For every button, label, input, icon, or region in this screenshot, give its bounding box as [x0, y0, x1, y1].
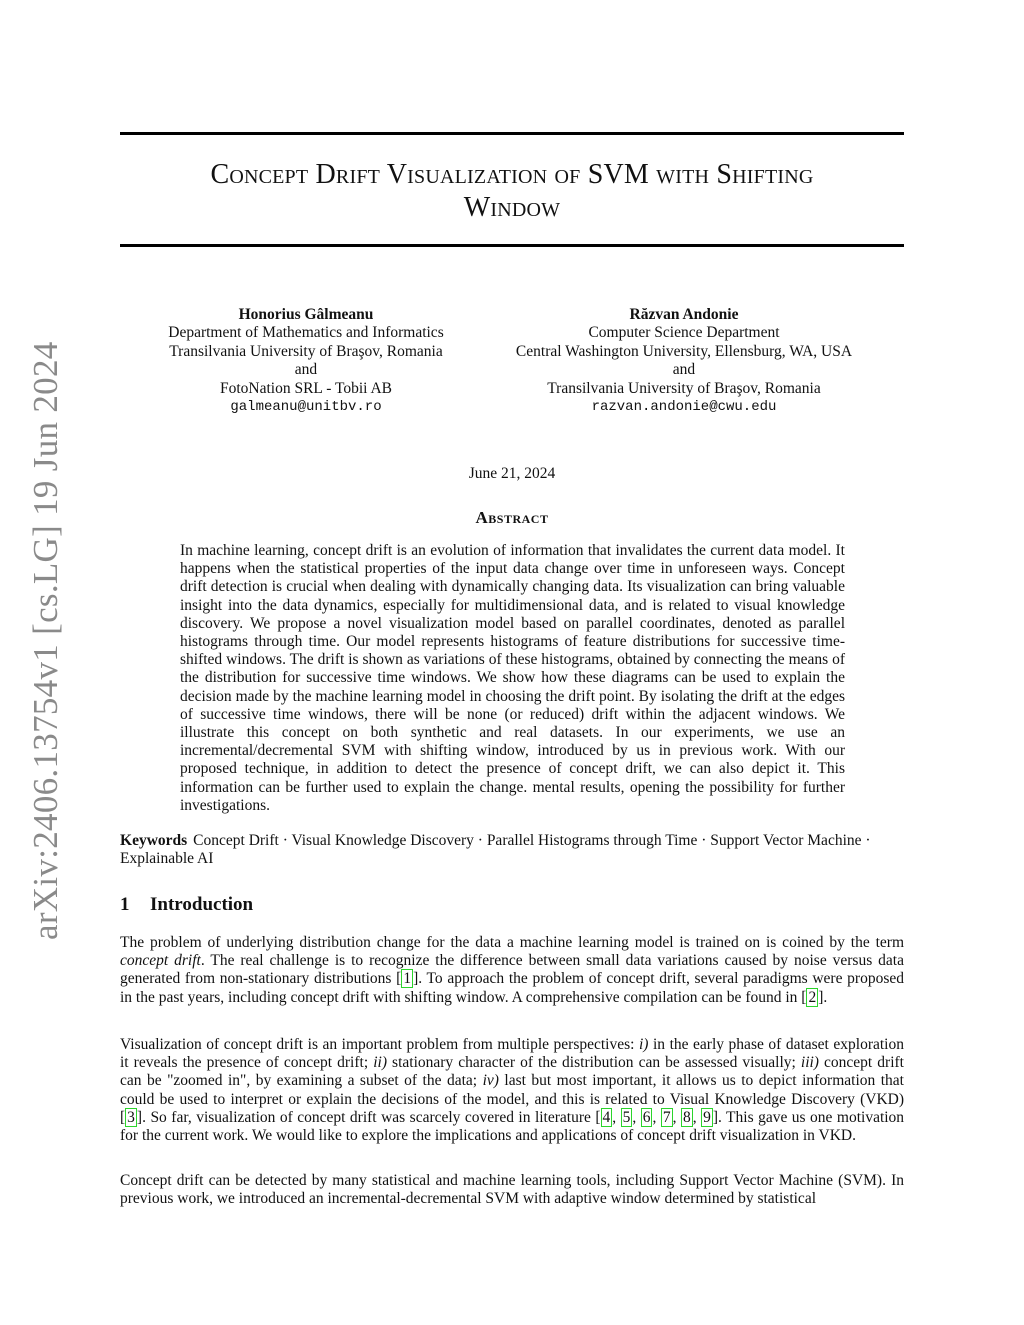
text-run: in the early phase of dataset exploration it reveals the presence of concept drift;	[120, 1036, 904, 1072]
intro-paragraph-2: Visualization of concept drift is an important problem from multiple perspectives: i) in the early phase of dataset exploration it reveals the presence of concept drift; ii) stationary character of the distribution can be assessed visually; iii) concept drift can be "zoomed in", by examining a subset of the data; iv) last but most important, it allows us to depict information that could be used to interpret or explain the decisions of the model, and this is related to Visual Knowledge Discovery (VKD) [ 3 ]. So far, visualization of concept drift was scarcely covered in literature [ 4 , 5 , 6 , 7 , 8 , 9 ]. This gave us one motivation for the current work. We would like to explore the implications and applications of concept drift visualization in VKD.	[120, 1036, 905, 1145]
text-run: ]. This gave us one motivation for the current work. We would like to explore the implications and applications of concept drift visualization in VKD.	[120, 1108, 905, 1145]
citation-link[interactable]: 4	[602, 1108, 611, 1126]
text-run: concept drift can be "zoomed in", by examining a subset of the data;	[120, 1054, 904, 1090]
author-affiliation-line: and	[672, 361, 696, 379]
arxiv-identifier: arXiv:2406.13754v1 [cs.LG] 19 Jun 2024	[26, 341, 65, 940]
author-block-1	[140, 306, 472, 416]
section-heading	[120, 894, 253, 916]
keywords-label	[120, 832, 187, 849]
text-run: . The real challenge is to recognize the difference between small data variations caused by noise versus data generated from non-stationary distributions	[120, 952, 904, 988]
emphasis-text: iv)	[482, 1072, 499, 1090]
intro-paragraph-1: The problem of underlying distribution change for the data a machine learning model is trained on is coined by the term concept drift. The real challenge is to recognize the difference between small data variations caused by noise versus data generated from non-stationary distributions [ 1 ]. To approach the problem of concept drift, several paradigms were proposed in the past years, including concept drift with shifting window. A comprehensive compilation can be found in [ 2 ].	[120, 934, 904, 1006]
citation-link[interactable]: 7	[662, 1108, 671, 1126]
emphasis-text: iii)	[800, 1054, 819, 1072]
citation-link[interactable]: 1	[403, 970, 412, 988]
intro-paragraph-3: Concept drift can be detected by many statistical and machine learning tools, including Support Vector Machine (SVM). In previous work, we introduced an incremental-decremental SVM with adaptive window determined by statistical	[120, 1172, 904, 1208]
abstract-text: In machine learning, concept drift is an evolution of information that invalidates the current data model. It happens when the statistical properties of the input data change over time in unforeseen ways. Concept drift detection is crucial when dealing with dynamically changing data. Its visualization can bring valuable insight into the data dynamics, especially for multidimensional data, and is related to visual knowledge discovery. We propose a novel visualization model based on parallel coordinates, denoted as parallel histograms through time. Our model represents histograms of feature distributions for successive time-shifted windows. The drift is shown as variations of these histograms, obtained by connecting the means of the distribution for successive time windows. We show how these diagrams can be used to explain the decision made by the machine learning model in choosing the drift point. By isolating the drift at the edges of successive time windows, there will be none (or reduced) drift within the adjacent windows. We illustrate this concept on both synthetic and real datasets. In our experiments, we use an incremental/decremental SVM with shifting window, introduced by us in previous work. With our proposed technique, in addition to detect the presence of concept drift, we can also depict it. This information can be further used to explain the change. mental results, opening the possibility for further investigations.	[180, 542, 845, 814]
author-block-2	[484, 306, 884, 416]
emphasis-text: concept drift	[120, 952, 201, 970]
text-run: stationary character of the distribution can be assessed visually;	[386, 1054, 801, 1072]
section-title: Introduction	[150, 894, 254, 915]
text-run: Visualization of concept drift is an important problem from multiple perspectives:	[120, 1036, 639, 1053]
section-number: 1	[120, 894, 130, 915]
keywords-text: Concept Drift · Visual Knowledge Discovery · Parallel Histograms through Time · Support Vector Machine · Explainable AI	[120, 832, 871, 868]
emphasis-text: ii)	[373, 1054, 387, 1072]
author-affiliation-line: Department of Mathematics and Informatics	[168, 324, 444, 342]
author-email[interactable]: razvan.andonie@cwu.edu	[591, 399, 777, 416]
text-run: The problem of underlying distribution change for the data a machine learning model is trained on is coined by the term	[120, 934, 904, 951]
paper-title-line1: Concept Drift Visualization of SVM with Shifting	[210, 159, 814, 190]
keywords-label-rest: eywords	[132, 832, 188, 849]
author-name: Răzvan Andonie	[629, 306, 739, 323]
citation-link[interactable]: 6	[642, 1108, 651, 1126]
citation-link[interactable]: 8	[682, 1108, 691, 1126]
text-run: . So far, visualization of concept drift was scarcely covered in literature [	[142, 1108, 601, 1126]
author-name: Honorius Gâlmeanu	[238, 306, 374, 323]
author-affiliation-line: FotoNation SRL - Tobii AB	[219, 379, 393, 397]
keywords-label-initial: K	[120, 832, 133, 849]
text-run: last but most important, it allows us to depict information that could be used to interpret or explain the decisions of the model, and this is related to Visual Knowledge Discovery (VKD)	[120, 1072, 904, 1108]
citation-link[interactable]: 3	[127, 1108, 135, 1126]
keywords	[120, 832, 904, 868]
author-affiliation-line: Central Washington University, Ellensburg, WA, USA	[515, 342, 853, 360]
title-rule-top	[120, 132, 904, 135]
text-run: . To approach the problem of concept drift, several paradigms were proposed in the past years, including concept drift with shifting window. A comprehensive compilation can be found in	[120, 970, 904, 1006]
text-run: .	[823, 988, 828, 1006]
citation-link[interactable]: 9	[703, 1108, 711, 1126]
author-affiliation-line: Transilvania University of Braşov, Romania	[547, 379, 821, 397]
author-email[interactable]: galmeanu@unitbv.ro	[230, 399, 382, 416]
publication-date: June 21, 2024	[468, 465, 556, 482]
author-affiliation-line: and	[294, 361, 318, 379]
author-affiliation-line: Computer Science Department	[588, 324, 780, 342]
title-rule-bottom	[120, 244, 904, 247]
abstract-heading: Abstract	[475, 508, 549, 527]
paper-title-line2: Window	[463, 192, 561, 223]
citation-link[interactable]: 5	[622, 1108, 631, 1126]
author-affiliation-line: Transilvania University of Braşov, Romania	[169, 342, 443, 360]
citation-link[interactable]: 2	[808, 988, 817, 1006]
paper-title	[120, 158, 904, 224]
emphasis-text: i)	[638, 1036, 649, 1053]
